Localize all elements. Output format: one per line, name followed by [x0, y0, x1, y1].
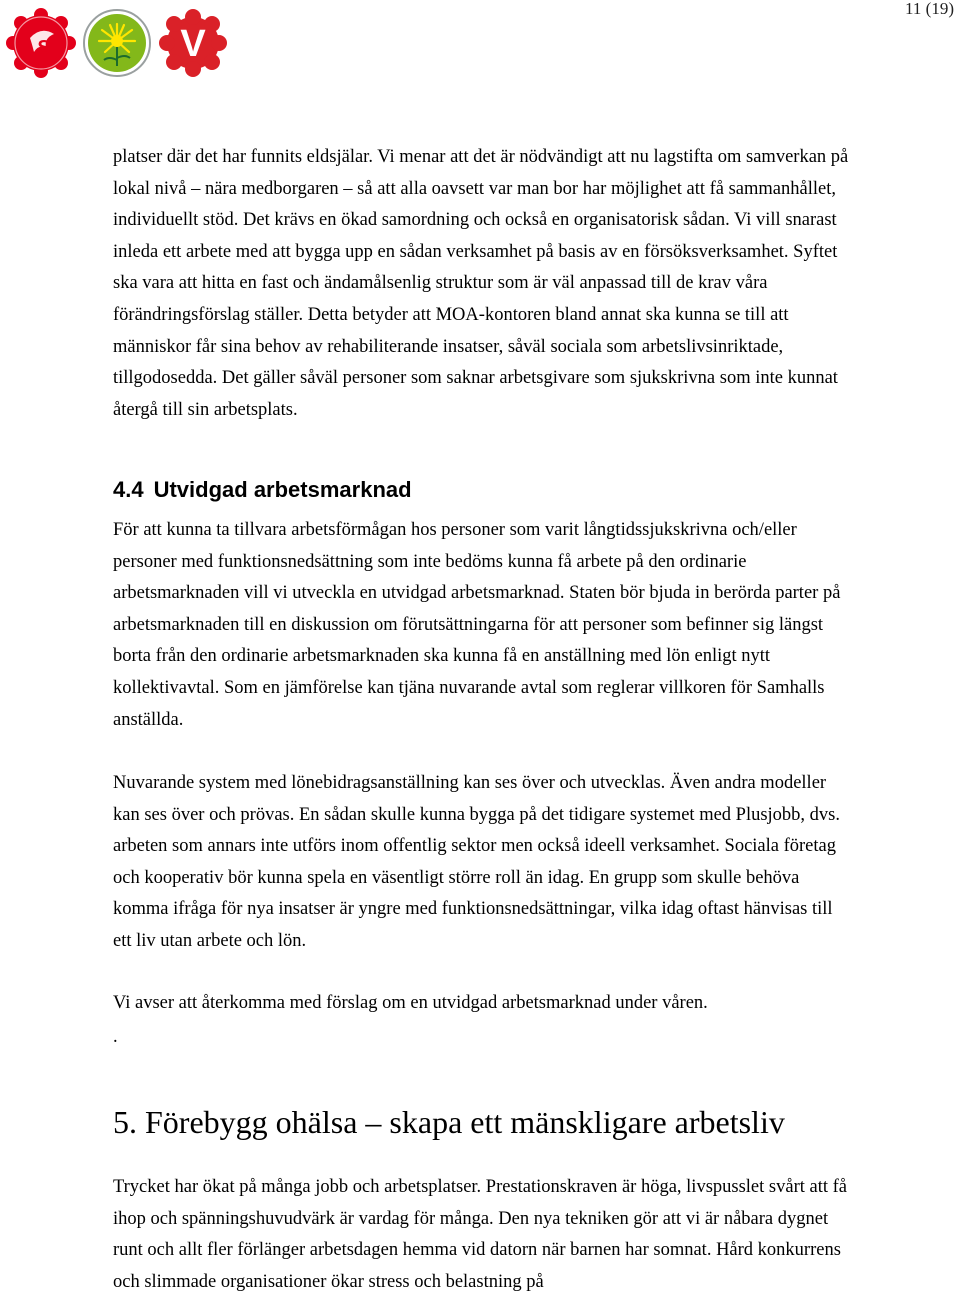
intro-paragraph: platser där det har funnits eldsjälar. Vi menar att det är nödvändigt att nu lagstifta om samverkan på lokal nivå – nära medborgaren – så att alla oavsett var man bor har möjlighet att få sammanhållet, individuellt stöd. Det krävs en ökad samordning och också en organisatorisk sådan. Vi vill snarast inleda ett arbete med att bygga upp en sådan verksamhet på basis av en försöksverksamhet. Syftet ska vara att hitta en fast och ändamålsenlig struktur som är väl anpassad till de krav våra förändringsförslag ställer. Detta betyder att MOA-kontoren bland annat ska kunna se till att människor får sina behov av rehabiliterande insatser, såväl sociala som arbetslivsinriktade, tillgodosedda. Det gäller såväl personer som saknar arbetsgivare som sjukskrivna som inte kunnat återgå till sin arbetsplats.	[113, 147, 849, 420]
miljopartiet-logo	[82, 8, 152, 78]
section-4-4-paragraph-4: .	[113, 1027, 118, 1047]
section-number: 4.4	[113, 477, 144, 502]
section-title: Utvidgad arbetsmarknad	[153, 477, 412, 502]
section-5-paragraph: Trycket har ökat på många jobb och arbetsplatser. Prestationskraven är höga, livspusslet svårt att få ihop och spänningshuvudvärk är vardag för många. Den nya tekniken gör att vi är nåbara dygnet runt och allt fler förlänger arbetsdagen hemma vid datorn när barnen har somnat. Hård konkurrens och slimmade organisationer ökar stress och belastning på	[113, 1177, 847, 1292]
section-4-4-heading	[113, 475, 412, 505]
vansterpartiet-letter: V	[180, 23, 206, 65]
section-5-heading: 5. Förebygg ohälsa – skapa ett mänskligare arbetsliv	[113, 1104, 785, 1140]
section-4-4-paragraph-1: För att kunna ta tillvara arbetsförmågan hos personer som varit långtidssjukskrivna och/eller personer med funktionsnedsättning som inte bedöms kunna få arbete på den ordinarie arbetsmarknaden vill vi utveckla en utvidgad arbetsmarknad. Staten bör bjuda in berörda parter på arbetsmarknaden till en diskussion om förutsättningarna för att personer som befinner sig längst borta från den ordinarie arbetsmarknaden ska kunna få en anställning med lön enligt nytt kollektivavtal. Som en jämförelse kan tjäna nuvarande avtal som reglerar villkoren för Samhalls anställda.	[113, 520, 841, 730]
section-4-4-paragraph-2: Nuvarande system med lönebidragsanställning kan ses över och utvecklas. Även andra modeller kan ses över och prövas. En sådan skulle kunna bygga på det tidigare systemet med Plusjobb, dvs. arbeten som annars inte utförs inom offentlig sektor men också ideell verksamhet. Sociala företag och kooperativ bör kunna spela en väsentligt större roll än idag. En grupp som skulle behöva komma ifråga för nya insatser är yngre med funktionsnedsättningar, vilka idag oftast hänvisas till ett liv utan arbete och lön.	[113, 773, 841, 951]
vansterpartiet-logo	[158, 8, 228, 78]
socialdemokraterna-logo	[6, 8, 76, 78]
page-number: 11 (19)	[905, 0, 954, 18]
section-4-4-paragraph-3: Vi avser att återkomma med förslag om en utvidgad arbetsmarknad under våren.	[113, 993, 708, 1013]
socialdemokraterna-letter: S	[37, 37, 51, 59]
